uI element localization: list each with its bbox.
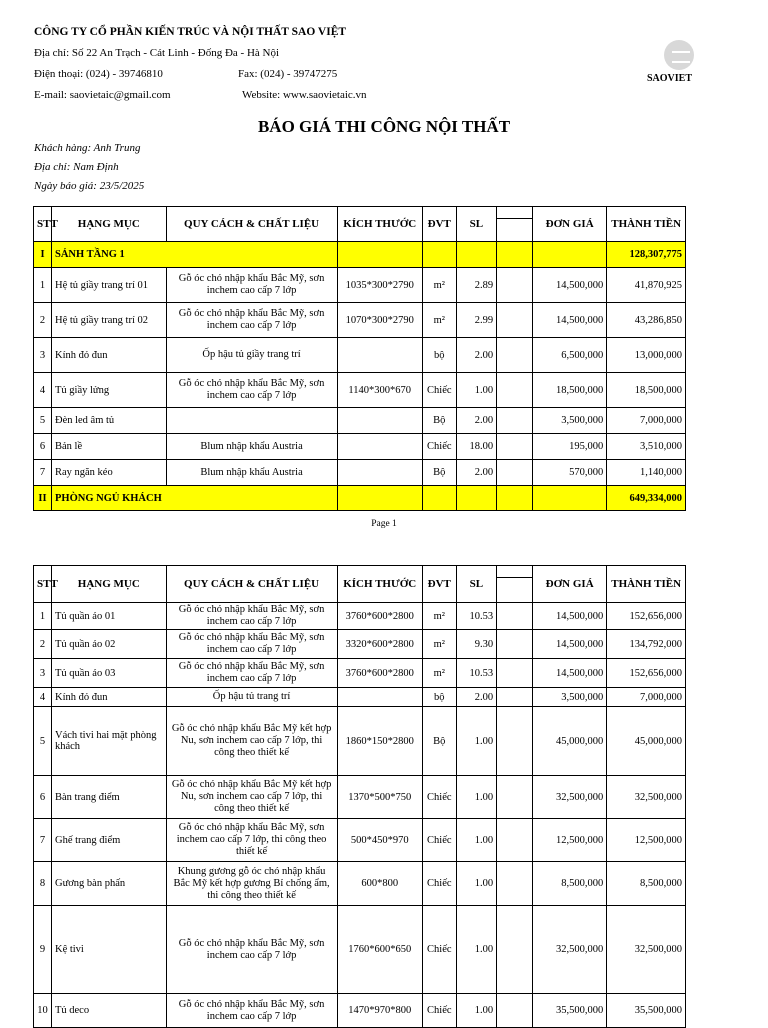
row-spec: Khung gương gỗ óc chó nhập khẩu Bắc Mỹ kết hợp gương Bỉ chống ẩm, thi công theo thiết kế [166,862,337,906]
row-stt: 4 [34,688,52,707]
header-stt: STT [34,207,52,242]
row-stt: 10 [34,994,52,1028]
row-item: Ray ngăn kéo [51,460,166,486]
row-blank [497,688,533,707]
section-number: I [34,242,52,268]
logo-text: SAOVIET [647,73,693,84]
company-name: CÔNG TY CỔ PHẦN KIẾN TRÚC VÀ NỘI THẤT SAO VIỆT [34,26,347,38]
row-item: Kính đỏ đun [51,688,166,707]
row-size [337,688,422,707]
row-stt: 7 [34,460,52,486]
row-size: 3760*600*2800 [337,659,422,688]
header-size: KÍCH THƯỚC [337,207,422,242]
row-unit: Bộ [422,707,456,776]
row-unit: m² [422,630,456,659]
row-unit: m² [422,659,456,688]
table-row [34,659,686,688]
row-unit: Chiếc [422,994,456,1028]
row-qty: 1.00 [456,373,496,408]
row-spec: Gỗ óc chó nhập khẩu Bắc Mỹ kết hợp Nu, sơn inchem cao cấp 7 lớp, thi công theo thiết kế [166,776,337,819]
row-stt: 9 [34,906,52,994]
table-row [34,688,686,707]
row-blank [497,819,533,862]
row-price: 32,500,000 [533,776,607,819]
header-unit: ĐVT [422,207,456,242]
row-stt: 2 [34,630,52,659]
logo-icon [664,40,694,70]
row-total: 7,000,000 [607,688,686,707]
section-total: 649,334,000 [607,486,686,511]
row-size [337,408,422,434]
section-empty-unit [422,486,456,511]
row-spec: Gỗ óc chó nhập khẩu Bắc Mỹ, sơn inchem cao cấp 7 lớp, thi công theo thiết kế [166,819,337,862]
row-size: 1035*300*2790 [337,268,422,303]
row-spec: Gỗ óc chó nhập khẩu Bắc Mỹ, sơn inchem cao cấp 7 lớp [166,303,337,338]
header-price: ĐƠN GIÁ [533,566,607,603]
row-qty: 1.00 [456,776,496,819]
row-item: Gương bàn phấn [51,862,166,906]
table-row [34,268,686,303]
row-stt: 2 [34,303,52,338]
row-item: Kính đỏ đun [51,338,166,373]
row-total: 3,510,000 [607,434,686,460]
table-row [34,338,686,373]
row-item: Tủ quần áo 02 [51,630,166,659]
section-empty-price [533,242,607,268]
table-row [34,630,686,659]
row-size: 1070*300*2790 [337,303,422,338]
row-item: Vách tivi hai mặt phòng khách [51,707,166,776]
row-size [337,460,422,486]
row-spec: Ốp hậu tủ trang trí [166,688,337,707]
quote-table-page-2 [33,565,686,1028]
row-item: Tủ deco [51,994,166,1028]
row-stt: 1 [34,603,52,630]
row-price: 14,500,000 [533,303,607,338]
section-empty-size [337,242,422,268]
row-item: Đèn led âm tủ [51,408,166,434]
row-total: 152,656,000 [607,603,686,630]
row-blank [497,338,533,373]
row-unit: Chiếc [422,373,456,408]
table-header-row [34,566,686,603]
row-item: Hệ tủ giầy trang trí 02 [51,303,166,338]
company-email: E-mail: saovietaic@gmail.com [34,89,171,101]
quote-table-page-1 [33,206,686,511]
row-blank [497,707,533,776]
row-stt: 4 [34,373,52,408]
table-body [34,242,686,511]
row-spec [166,408,337,434]
section-title: SẢNH TẦNG 1 [51,242,337,268]
row-size: 3320*600*2800 [337,630,422,659]
table-header-row [34,207,686,242]
row-spec: Gỗ óc chó nhập khẩu Bắc Mỹ, sơn inchem cao cấp 7 lớp [166,373,337,408]
row-item: Ghế trang điểm [51,819,166,862]
row-total: 45,000,000 [607,707,686,776]
row-unit: Chiếc [422,906,456,994]
header-spec: QUY CÁCH & CHẤT LIỆU [166,566,337,603]
row-qty: 18.00 [456,434,496,460]
table-row [34,707,686,776]
row-blank [497,776,533,819]
row-stt: 6 [34,434,52,460]
row-qty: 2.99 [456,303,496,338]
row-qty: 9.30 [456,630,496,659]
row-unit: bộ [422,688,456,707]
row-spec: Blum nhập khẩu Austria [166,460,337,486]
row-blank [497,434,533,460]
row-blank [497,862,533,906]
row-total: 32,500,000 [607,906,686,994]
row-price: 3,500,000 [533,408,607,434]
row-total: 152,656,000 [607,659,686,688]
row-stt: 5 [34,408,52,434]
row-unit: Chiếc [422,819,456,862]
table-row [34,434,686,460]
row-spec: Ốp hậu tủ giầy trang trí [166,338,337,373]
row-stt: 3 [34,659,52,688]
row-size: 1370*500*750 [337,776,422,819]
header-blank [497,566,533,603]
header-unit: ĐVT [422,566,456,603]
row-size [337,338,422,373]
company-website: Website: www.saovietaic.vn [242,89,367,101]
row-item: Bản lề [51,434,166,460]
row-stt: 1 [34,268,52,303]
table-row [34,603,686,630]
row-stt: 3 [34,338,52,373]
row-unit: Chiếc [422,862,456,906]
row-spec: Gỗ óc chó nhập khẩu Bắc Mỹ, sơn inchem cao cấp 7 lớp [166,659,337,688]
row-spec: Gỗ óc chó nhập khẩu Bắc Mỹ, sơn inchem cao cấp 7 lớp [166,603,337,630]
row-item: Kệ tivi [51,906,166,994]
row-stt: 6 [34,776,52,819]
section-empty-price [533,486,607,511]
header-qty: SL [456,566,496,603]
row-price: 3,500,000 [533,688,607,707]
row-stt: 7 [34,819,52,862]
row-unit: m² [422,603,456,630]
row-qty: 2.89 [456,268,496,303]
row-price: 35,500,000 [533,994,607,1028]
section-empty-size [337,486,422,511]
quote-date: Ngày báo giá: 23/5/2025 [34,180,145,192]
row-price: 195,000 [533,434,607,460]
header-qty: SL [456,207,496,242]
header-spec: QUY CÁCH & CHẤT LIỆU [166,207,337,242]
row-blank [497,659,533,688]
row-price: 18,500,000 [533,373,607,408]
row-price: 12,500,000 [533,819,607,862]
table-row [34,373,686,408]
row-spec: Gỗ óc chó nhập khẩu Bắc Mỹ, sơn inchem cao cấp 7 lớp [166,630,337,659]
section-title: PHÒNG NGỦ KHÁCH [51,486,337,511]
section-row [34,242,686,268]
header-price: ĐƠN GIÁ [533,207,607,242]
row-qty: 10.53 [456,659,496,688]
row-unit: Bộ [422,408,456,434]
row-price: 8,500,000 [533,862,607,906]
row-unit: m² [422,268,456,303]
row-total: 13,000,000 [607,338,686,373]
row-price: 14,500,000 [533,630,607,659]
row-blank [497,994,533,1028]
row-size: 1140*300*670 [337,373,422,408]
table-row [34,906,686,994]
row-price: 14,500,000 [533,268,607,303]
customer-name: Khách hàng: Anh Trung [34,142,141,154]
row-qty: 2.00 [456,408,496,434]
table-row [34,408,686,434]
row-unit: m² [422,303,456,338]
section-empty-unit [422,242,456,268]
row-item: Tủ quần áo 01 [51,603,166,630]
row-size: 600*800 [337,862,422,906]
row-price: 14,500,000 [533,659,607,688]
row-blank [497,603,533,630]
row-blank [497,460,533,486]
section-row [34,486,686,511]
row-item: Bàn trang điểm [51,776,166,819]
page-label: Page 1 [371,519,397,529]
row-blank [497,408,533,434]
row-spec: Blum nhập khẩu Austria [166,434,337,460]
row-qty: 10.53 [456,603,496,630]
row-size: 1470*970*800 [337,994,422,1028]
row-qty: 1.00 [456,994,496,1028]
row-unit: bộ [422,338,456,373]
row-total: 8,500,000 [607,862,686,906]
section-empty-blank [497,486,533,511]
row-qty: 1.00 [456,819,496,862]
row-blank [497,630,533,659]
section-empty-qty [456,486,496,511]
company-address: Địa chỉ: Số 22 An Trạch - Cát Linh - Đống Đa - Hà Nội [34,47,280,59]
row-total: 134,792,000 [607,630,686,659]
row-size: 500*450*970 [337,819,422,862]
header-blank [497,207,533,242]
row-blank [497,373,533,408]
row-blank [497,268,533,303]
customer-address: Địa chỉ: Nam Định [34,161,119,173]
row-spec: Gỗ óc chó nhập khẩu Bắc Mỹ, sơn inchem cao cấp 7 lớp [166,906,337,994]
row-total: 43,286,850 [607,303,686,338]
table-row [34,819,686,862]
section-empty-qty [456,242,496,268]
row-qty: 1.00 [456,862,496,906]
row-total: 41,870,925 [607,268,686,303]
table-row [34,994,686,1028]
row-price: 570,000 [533,460,607,486]
row-item: Tủ quần áo 03 [51,659,166,688]
row-spec: Gỗ óc chó nhập khẩu Bắc Mỹ, sơn inchem cao cấp 7 lớp [166,268,337,303]
table-row [34,776,686,819]
row-spec: Gỗ óc chó nhập khẩu Bắc Mỹ kết hợp Nu, sơn inchem cao cấp 7 lớp, thi công theo thiết kế [166,707,337,776]
section-number: II [34,486,52,511]
header-total: THÀNH TIỀN [607,207,686,242]
header-item: HẠNG MỤC [51,207,166,242]
table-row [34,303,686,338]
row-price: 45,000,000 [533,707,607,776]
header-size: KÍCH THƯỚC [337,566,422,603]
row-unit: Chiếc [422,776,456,819]
row-blank [497,906,533,994]
row-size: 3760*600*2800 [337,603,422,630]
row-item: Tủ giầy lửng [51,373,166,408]
row-size: 1860*150*2800 [337,707,422,776]
row-qty: 2.00 [456,460,496,486]
row-price: 14,500,000 [533,603,607,630]
row-price: 32,500,000 [533,906,607,994]
company-fax: Fax: (024) - 39747275 [238,68,338,80]
row-total: 7,000,000 [607,408,686,434]
table-body [34,603,686,1028]
document-title: BÁO GIÁ THI CÔNG NỘI THẤT [257,117,511,136]
row-stt: 5 [34,707,52,776]
header-stt: STT [34,566,52,603]
row-total: 1,140,000 [607,460,686,486]
row-qty: 1.00 [456,906,496,994]
row-total: 35,500,000 [607,994,686,1028]
row-spec: Gỗ óc chó nhập khẩu Bắc Mỹ, sơn inchem cao cấp 7 lớp [166,994,337,1028]
row-qty: 2.00 [456,338,496,373]
row-total: 18,500,000 [607,373,686,408]
row-size [337,434,422,460]
table-row [34,460,686,486]
row-total: 12,500,000 [607,819,686,862]
row-total: 32,500,000 [607,776,686,819]
header-total: THÀNH TIỀN [607,566,686,603]
header-item: HẠNG MỤC [51,566,166,603]
row-item: Hệ tủ giầy trang trí 01 [51,268,166,303]
row-unit: Chiếc [422,434,456,460]
row-qty: 1.00 [456,707,496,776]
section-empty-blank [497,242,533,268]
row-qty: 2.00 [456,688,496,707]
company-phone: Điện thoại: (024) - 39746810 [34,68,163,80]
table-row [34,862,686,906]
row-price: 6,500,000 [533,338,607,373]
row-size: 1760*600*650 [337,906,422,994]
row-unit: Bộ [422,460,456,486]
row-stt: 8 [34,862,52,906]
row-blank [497,303,533,338]
section-total: 128,307,775 [607,242,686,268]
